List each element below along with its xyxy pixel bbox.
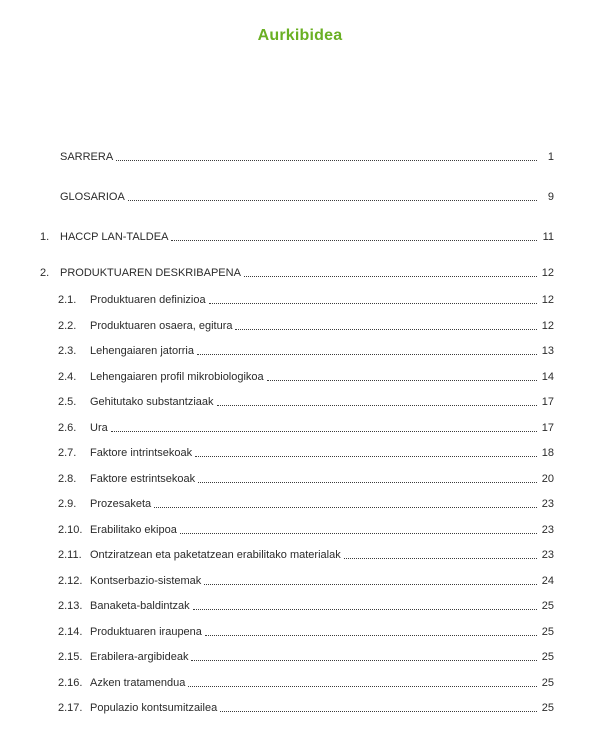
toc-entry-page: 25	[541, 676, 554, 689]
toc-entry-label: SARRERA	[60, 151, 114, 163]
dot-leader-line	[154, 507, 537, 508]
toc-entry-number: 2.1.	[58, 294, 77, 306]
dot-leader-line	[205, 635, 537, 636]
toc-entry-number: 2.12.	[58, 574, 83, 587]
dot-leader-line	[116, 160, 537, 161]
toc-entry-number: 2.	[40, 267, 50, 279]
dot-leader-line	[197, 354, 537, 355]
toc-entry	[40, 473, 554, 485]
toc-entry-label: PRODUKTUAREN DESKRIBAPENA	[60, 267, 241, 279]
toc-entry	[40, 677, 554, 689]
toc-entry-label: Produktuaren iraupena	[90, 625, 202, 638]
toc-entry	[40, 702, 554, 714]
toc-entry-label: Gehitutako substantziaak	[90, 396, 214, 408]
toc-entry-page: 24	[541, 574, 554, 587]
toc-entry-label: Populazio kontsumitzailea	[90, 702, 218, 714]
toc-entry-number: 2.13.	[58, 600, 83, 612]
toc-entry-number: 2.17.	[58, 702, 83, 714]
toc-entry-page: 25	[541, 702, 554, 714]
toc-entry	[40, 320, 554, 332]
toc-entry-number: 2.8.	[58, 472, 77, 485]
toc-entry-label: Kontserbazio-sistemak	[90, 574, 202, 587]
toc-entry-number: 2.5.	[58, 396, 77, 408]
toc-entry	[40, 447, 554, 459]
toc-entry-page: 12	[541, 294, 554, 306]
dot-leader-line	[267, 380, 537, 381]
toc-entry	[40, 600, 554, 612]
toc-entry-label: Erabilitako ekipoa	[90, 523, 177, 536]
toc-entry-label: Faktore estrintsekoak	[90, 472, 196, 485]
toc-entry-number: 2.9.	[58, 498, 77, 510]
toc-entry-page: 12	[541, 267, 554, 279]
dot-leader-line	[235, 329, 537, 330]
dot-leader-line	[244, 276, 537, 277]
toc-entry-label: HACCP LAN-TALDEA	[60, 231, 169, 243]
toc-entry-label: Lehengaiaren profil mikrobiologikoa	[90, 370, 264, 383]
toc-entry-page: 18	[541, 447, 554, 459]
toc-entry	[40, 191, 554, 203]
toc-entry-page: 13	[541, 345, 554, 357]
toc-entry-label: Prozesaketa	[90, 498, 152, 510]
toc-entry-page: 25	[541, 651, 554, 663]
toc-entry-label: Banaketa-baldintzak	[90, 600, 190, 612]
toc-entry	[40, 626, 554, 638]
table-of-contents	[0, 151, 600, 714]
toc-entry-page: 11	[542, 231, 554, 243]
toc-entry-number: 2.3.	[58, 345, 77, 357]
toc-entry-label: GLOSARIOA	[60, 191, 125, 203]
toc-entry-number: 2.11.	[58, 549, 82, 561]
toc-entry-label: Ontziratzean eta paketatzean erabilitako materialak	[90, 549, 341, 561]
toc-entry-page: 17	[541, 421, 554, 434]
page-title: Aurkibidea	[257, 27, 343, 44]
toc-entry	[40, 294, 554, 306]
toc-entry	[40, 524, 554, 536]
toc-entry-number: 2.16.	[58, 676, 83, 689]
toc-entry-number: 2.7.	[58, 447, 77, 459]
toc-entry	[40, 396, 554, 408]
toc-entry-page: 23	[541, 549, 554, 561]
toc-entry-label: Erabilera-argibideak	[90, 651, 189, 663]
dot-leader-line	[171, 240, 537, 241]
toc-entry	[40, 575, 554, 587]
dot-leader-line	[217, 405, 537, 406]
toc-entry-page: 23	[541, 498, 554, 510]
toc-entry-page: 12	[541, 319, 554, 332]
toc-entry-number: 2.2.	[58, 319, 77, 332]
toc-entry	[40, 345, 554, 357]
toc-entry	[40, 549, 554, 561]
dot-leader-line	[111, 431, 537, 432]
toc-entry-page: 9	[547, 191, 554, 203]
dot-leader-line	[191, 660, 537, 661]
dot-leader-line	[128, 200, 537, 201]
dot-leader-line	[188, 686, 537, 687]
toc-entry	[40, 651, 554, 663]
dot-leader-line	[344, 558, 537, 559]
toc-entry-label: Produktuaren osaera, egitura	[90, 319, 233, 332]
toc-entry	[40, 151, 554, 163]
dot-leader-line	[193, 609, 537, 610]
dot-leader-line	[180, 533, 537, 534]
dot-leader-line	[198, 482, 537, 483]
toc-entry	[40, 422, 554, 434]
toc-entry-page: 1	[547, 151, 554, 163]
toc-entry-label: Azken tratamendua	[90, 676, 186, 689]
dot-leader-line	[204, 584, 537, 585]
toc-entry-label: Produktuaren definizioa	[90, 294, 206, 306]
toc-entry-page: 25	[541, 600, 554, 612]
toc-entry-label: Lehengaiaren jatorria	[90, 345, 194, 357]
dot-leader-line	[220, 711, 537, 712]
toc-entry-label: Faktore intrintsekoak	[90, 447, 193, 459]
dot-leader-line	[209, 303, 537, 304]
toc-entry-page: 17	[541, 396, 554, 408]
toc-entry-number: 1.	[40, 231, 50, 243]
toc-entry-page: 14	[541, 370, 554, 383]
toc-entry-page: 23	[541, 523, 554, 536]
toc-entry	[40, 231, 554, 243]
dot-leader-line	[195, 456, 537, 457]
toc-entry	[40, 498, 554, 510]
toc-entry-number: 2.14.	[58, 625, 83, 638]
toc-entry-number: 2.4.	[58, 370, 77, 383]
toc-entry-number: 2.10.	[58, 523, 83, 536]
toc-entry-number: 2.6.	[58, 421, 77, 434]
toc-entry-page: 20	[541, 472, 554, 485]
toc-entry-page: 25	[541, 625, 554, 638]
toc-entry	[40, 371, 554, 383]
toc-entry-label: Ura	[90, 421, 108, 434]
toc-entry	[40, 267, 554, 279]
toc-entry-number: 2.15.	[58, 651, 83, 663]
